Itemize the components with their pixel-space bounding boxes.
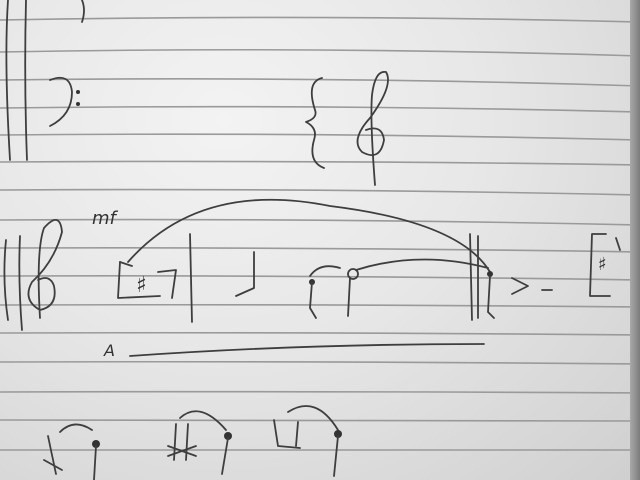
treble-clef-icon	[358, 72, 389, 185]
treble-clef-icon	[4, 220, 62, 330]
sharp-sign: ♯	[136, 273, 147, 298]
sharp-sign-right: ♯	[598, 254, 607, 275]
section-line	[130, 344, 484, 356]
dynamic-marking: mf	[92, 208, 116, 229]
bottom-note-group-3	[274, 406, 342, 476]
slur-arc	[128, 200, 490, 272]
boxed-chord	[118, 262, 176, 298]
bottom-note-group-1	[44, 424, 100, 480]
staff-lines	[0, 17, 640, 450]
brace-icon	[306, 78, 324, 168]
tied-notes	[309, 259, 488, 318]
section-letter: A	[104, 341, 115, 360]
whiteboard-frame	[630, 0, 640, 480]
quarter-note	[236, 252, 254, 296]
double-bar-line	[470, 234, 478, 320]
boxed-chord-right	[590, 234, 620, 296]
